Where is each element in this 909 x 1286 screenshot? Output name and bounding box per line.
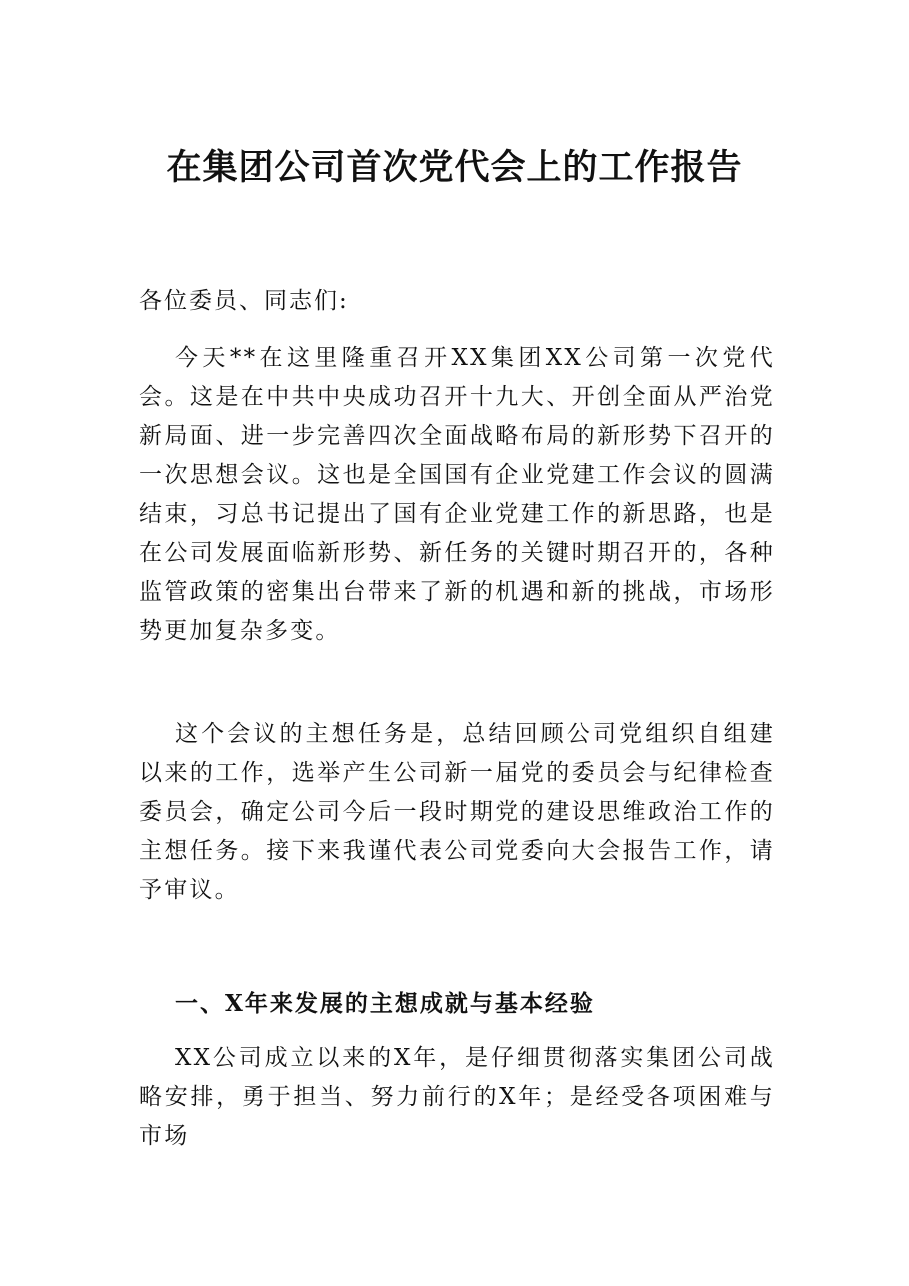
section-paragraph: XX公司成立以来的X年，是仔细贯彻落实集团公司战略安排，勇于担当、努力前行的X年；是经受各项困难与市场 bbox=[139, 1045, 775, 1149]
section-heading: 一、X年来发展的主想成就与基本经验 bbox=[175, 990, 595, 1017]
salutation: 各位委员、同志们: bbox=[139, 288, 349, 314]
paragraph-1: 今天**在这里隆重召开XX集团XX公司第一次党代会。这是在中共中央成功召开十九大、开创全面从严治党新局面、进一步完善四次全面战略布局的新形势下召开的一次思想会议。这也是全国国有企业党建工作会议的圆满结束，习总书记提出了国有企业党建工作的新思路，也是在公司发展面临新形势、新任务的关键时期召开的，各种监管政策的密集出台带来了新的机遇和新的挑战，市场形势更加复杂多变。 bbox=[139, 345, 775, 644]
document-title: 在集团公司首次党代会上的工作报告 bbox=[166, 147, 743, 188]
paragraph-2: 这个会议的主想任务是，总结回顾公司党组织自组建以来的工作，选举产生公司新一届党的委员会与纪律检查委员会，确定公司今后一段时期党的建设思维政治工作的主想任务。接下来我谨代表公司党委向大会报告工作，请予审议。 bbox=[139, 721, 775, 903]
